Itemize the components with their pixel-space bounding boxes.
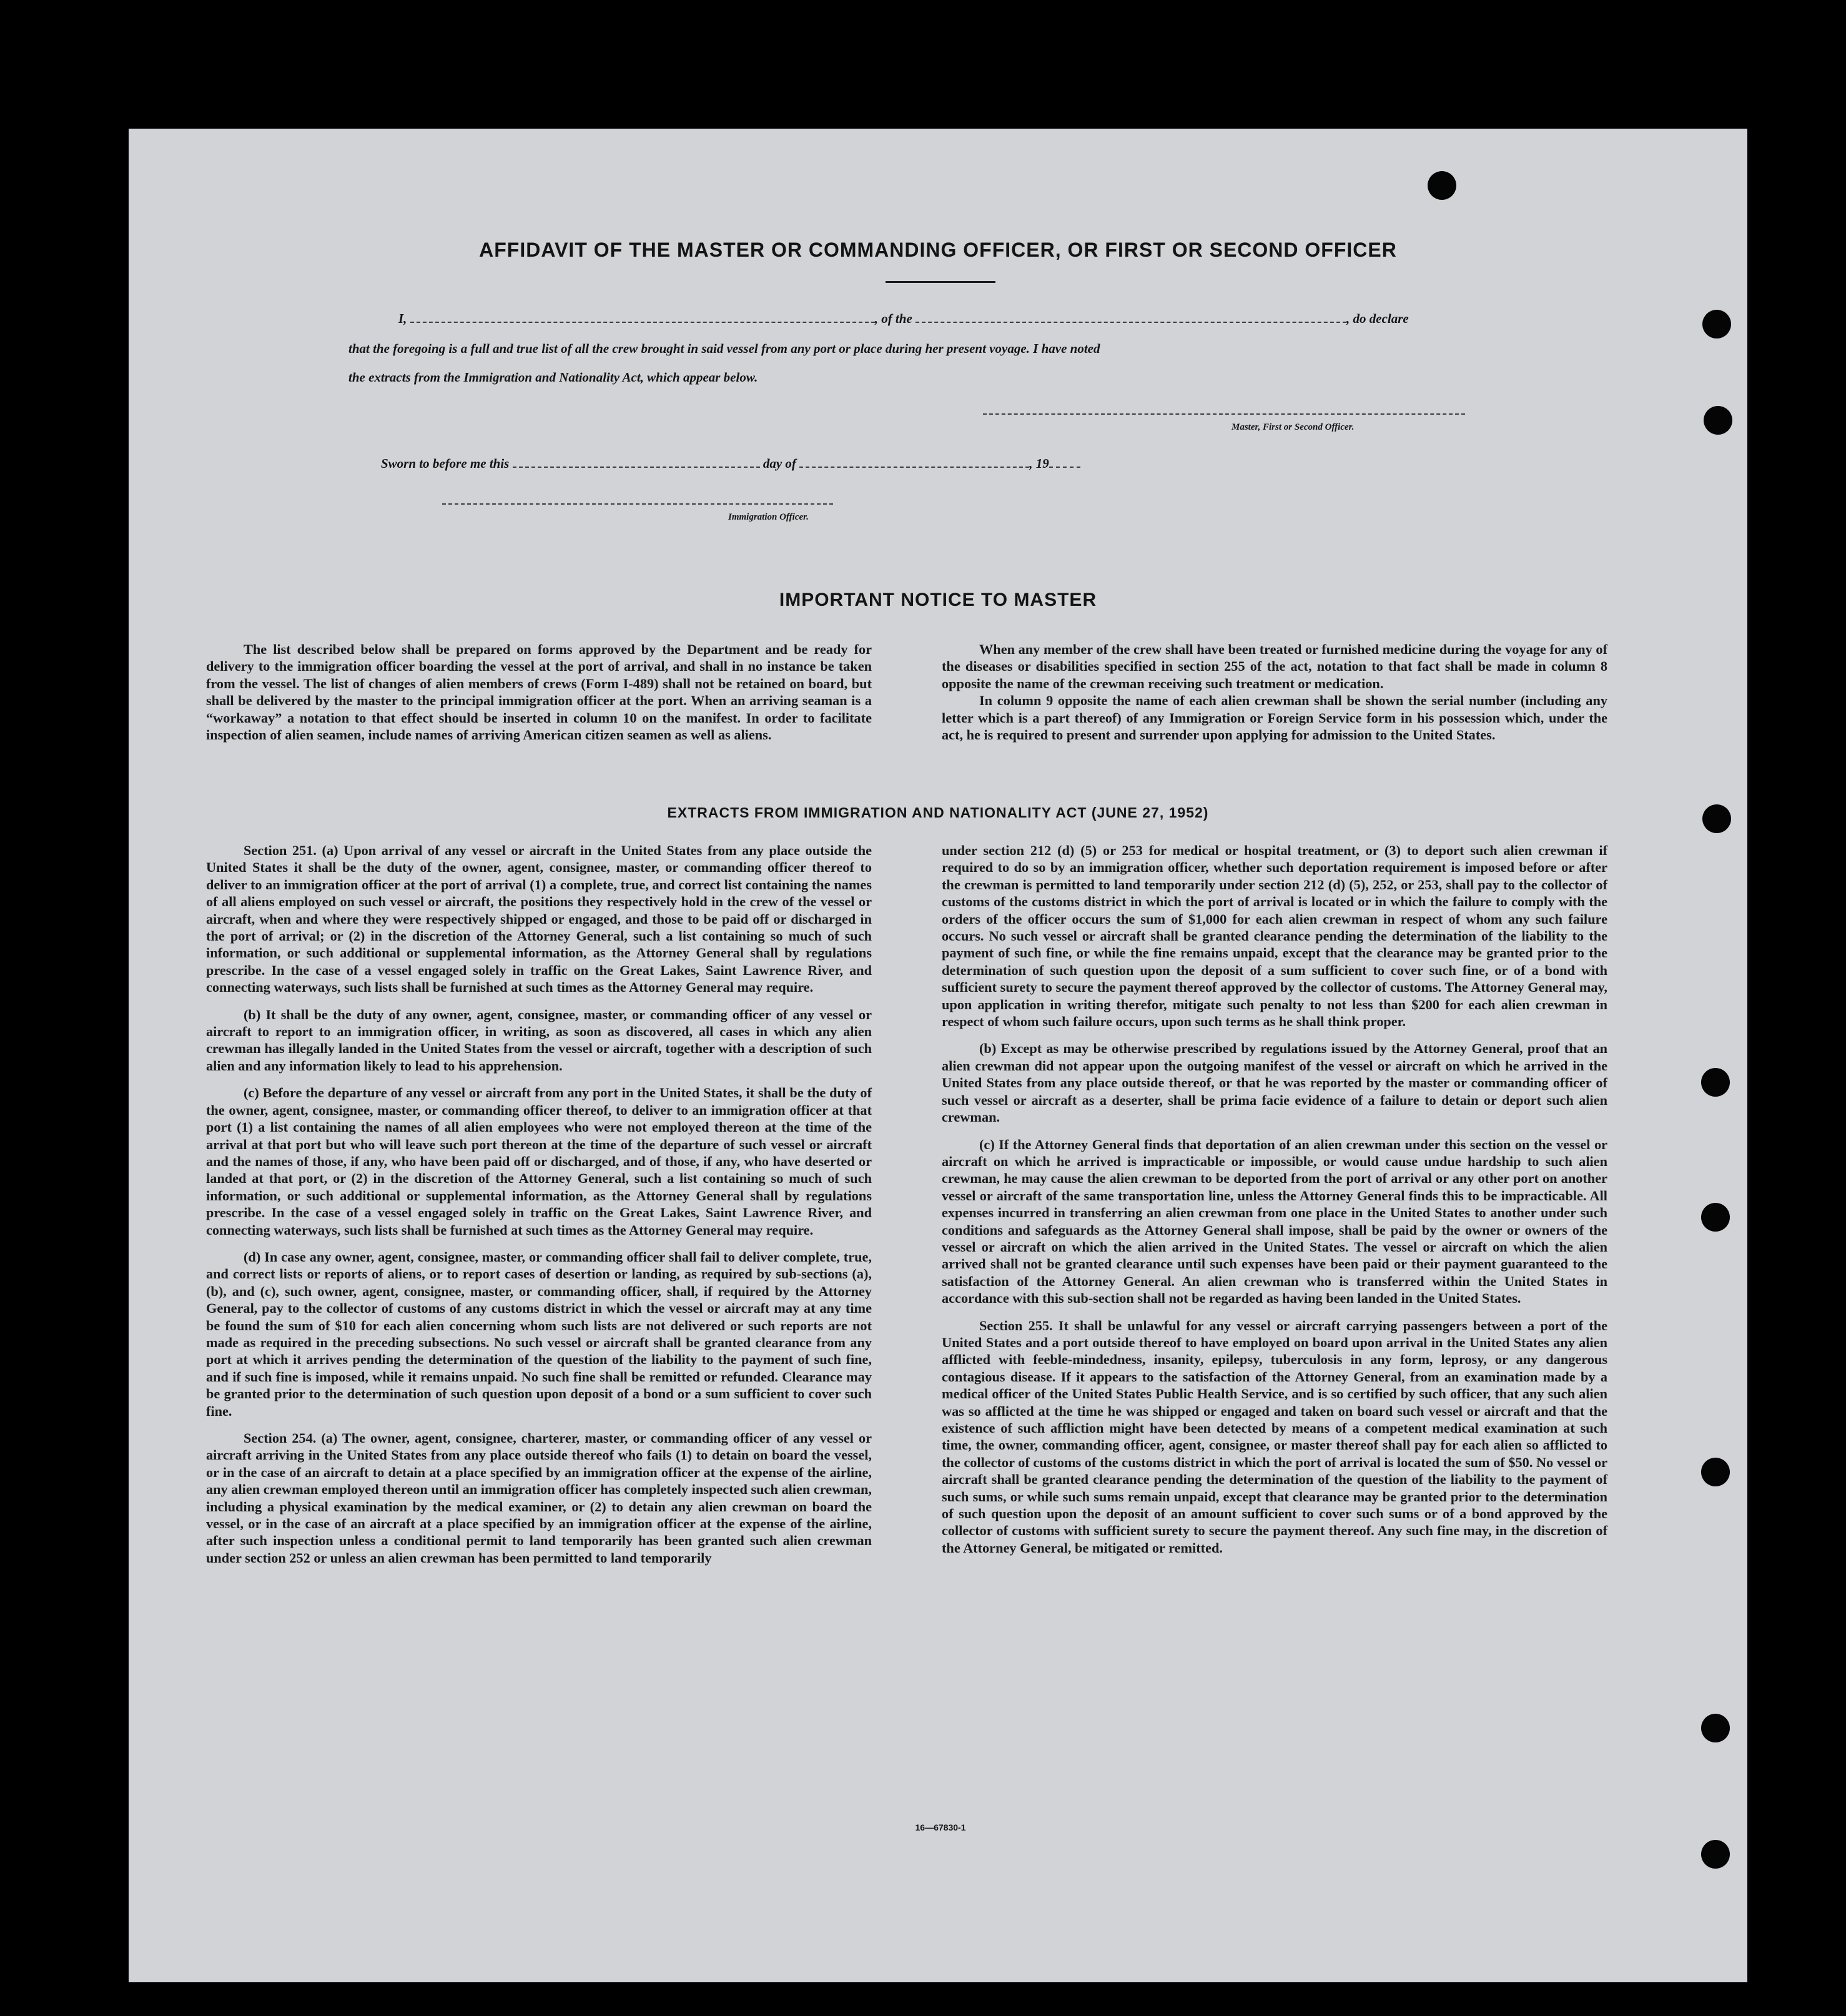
notice-right-paragraph-2: In column 9 opposite the name of each alien crewman shall be shown the serial number (including any letter which is a part thereof) of any Immigration or Foreign Service form in his possession which, under the act, he is required to present and surrender upon applying for admission to the United States. [942,693,1607,743]
punch-hole [1701,1203,1730,1232]
section-254-c: (c) If the Attorney General finds that deportation of an alien crewman under this section on the vessel or aircraft on which he arrived is impracticable or impossible, or would cause undue hardship to such alien crewman, he may cause the alien crewman to be deported from the port of arrival or any other port on another vessel or aircraft of the same transportation line, unless the Attorney General finds this to be impracticable. All expenses incurred in transferring an alien crewman from one place in the United States to another under such conditions and safeguards as the Attorney General shall impose, shall be paid by the owner or owners of the vessel or aircraft on which the alien arrived in the United States. The vessel or aircraft on which the alien arrived shall not be granted clearance until such expenses have been paid or their payment guaranteed to the satisfaction of the Attorney General. An alien crewman who is transferred within the United States in accordance with this sub-section shall not be regarded as having been landed in the United States. [942,1136,1607,1307]
of-the-label: , of the [874,311,912,326]
officer-signature-line [442,503,833,505]
extracts-title: EXTRACTS FROM IMMIGRATION AND NATIONALITY ACT (JUNE 27, 1952) [667,804,1209,821]
section-254-a-continued: under section 212 (d) (5) or 253 for medical or hospital treatment, or (3) to deport such alien crewman if required to do so by an immigration officer, whether such deportation requirement is imposed before or after the crewman is permitted to land temporarily under section 212 (d) (5), 252, or 253, shall pay to the collector of customs of the customs district in which the port of arrival is located or in which the failure to comply with the orders of the officer occurs the sum of $1,000 for each alien crewman in respect of whom any such failure occurs. No such vessel or aircraft shall be granted clearance pending the determination of the liability to the payment of such fine, or while the fine remains unpaid, except that the clearance may be granted prior to the determination of such question upon the deposit of a sum sufficient to cover such fine, or of a bond with sufficient surety to secure the payment thereof approved by the collector of customs. The Attorney General may, upon application in writing therefor, mitigate such penalty to not less than $200 for each alien crewman in respect of whom such failure occurs, upon such terms as he shall think proper. [942,842,1607,1030]
section-254-a: Section 254. (a) The owner, agent, consignee, charterer, master, or commanding officer of any vessel or aircraft arriving in the United States from any place outside thereof who fails (1) to detain on board the vessel, or in the case of an aircraft to detain at a place specified by an immigration officer at the expense of the airline, any alien crewman employed thereon until an immigration officer has completely inspected such alien crewman, including a physical examination by the medical examiner, or (2) to detain any alien crewman on board the vessel, or in the case of an aircraft at a place specified by an immigration officer at the expense of the airline, after such inspection unless a conditional permit to land temporarily has been granted such alien crewman under section 252 or unless an alien crewman has been permitted to land temporarily [206,1430,872,1566]
form-code: 16—67830-1 [915,1822,966,1832]
section-251-c: (c) Before the departure of any vessel or aircraft from any port in the United States, it shall be the duty of the owner, agent, consignee, master, or commanding officer thereof, to deliver to an immigration officer at that port (1) a list containing the names of all alien employees who were not employed thereon at the time of the arrival at that port but who will leave such port thereon at the time of the departure of such vessel or aircraft and the names of those, if any, who have been paid off or discharged, and of those, if any, who have deserted or landed at that port, or (2) in the discretion of the Attorney General, such a list containing so much of such information, or such additional or supplemental information, as the Attorney General shall by regulations prescribe. In the case of a vessel engaged solely in traffic on the Great Lakes, Saint Lawrence River, and connecting waterways, such lists shall be furnished at such times as the Attorney General may require. [206,1085,872,1238]
notice-title: IMPORTANT NOTICE TO MASTER [779,590,1097,610]
document-page [129,129,1747,1982]
day-of-label: day of [763,456,796,471]
do-declare-label: , do declare [1346,311,1409,326]
section-251-b: (b) It shall be the duty of any owner, agent, consignee, master, or commanding officer of any vessel or aircraft to report to an immigration officer, in writing, as soon as discovered, all cases in which any alien crewman has illegally landed in the United States from the vessel or aircraft, together with a description of such alien and any information likely to lead to his apprehension. [206,1006,872,1074]
day-blank [513,457,760,468]
i-label: I, [398,311,407,326]
extracts-left-column [206,842,872,1566]
affidavit-title: AFFIDAVIT OF THE MASTER OR COMMANDING OFFICER, OR FIRST OR SECOND OFFICER [479,239,1397,261]
notice-right-column [942,641,1607,743]
punch-hole [1701,1458,1730,1486]
title-underline [886,281,995,283]
notice-right-paragraph-1: When any member of the crew shall have been treated or furnished medicine during the voyage for any of the diseases or disabilities specified in section 255 of the act, notation to that fact shall be made in column 8 opposite the name of the crewman receiving such treatment or medication. [942,641,1607,691]
punch-hole [1702,310,1731,338]
master-signature-label: Master, First or Second Officer. [1231,422,1355,432]
year-label: , 19 [1029,456,1049,471]
sworn-label: Sworn to before me this [381,456,510,471]
master-signature-line [983,413,1465,415]
sworn-line [381,456,1080,472]
punch-hole [1701,1840,1730,1869]
declaration-line-1: that the foregoing is a full and true list of all the crew brought in said vessel from any port or place during her present voyage. I have noted [348,341,1100,356]
section-254-b: (b) Except as may be otherwise prescribed by regulations issued by the Attorney General, proof that an alien crewman did not appear upon the outgoing manifest of the vessel or aircraft on which he arrived in the United States from any place outside thereof, or that he was reported by the master or commanding officer of such vessel or aircraft as a deserter, shall be prima facie evidence of a failure to detain or deport such alien crewman. [942,1040,1607,1125]
section-255: Section 255. It shall be unlawful for any vessel or aircraft carrying passengers between a port of the United States and a port outside thereof to have employed on board upon arrival in the United States any alien afflicted with feeble-mindedness, insanity, epilepsy, tuberculosis in any form, leprosy, or any dangerous contagious disease. If it appears to the satisfaction of the Attorney General, from an examination made by a medical officer of the United States Public Health Service, and is so certified by such officer, that any such alien was so afflicted at the time he was shipped or engaged and taken on board such vessel or aircraft and that the existence of such affliction might have been detected by means of a competent medical examination at such time, the owner, commanding officer, agent, consignee, or master thereof shall pay for each alien so afflicted to the collector of customs of the customs district in which the port of arrival is located the sum of $50. No vessel or aircraft shall be granted clearance pending the determination of the question of the liability to the payment of such sums, or while such sums remain unpaid, except that clearance may be granted prior to the determination of such question upon the deposit of an amount sufficient to cover such sums or of a bond approved by the collector of customs with sufficient surety to secure the payment thereof. Any such fine may, in the discretion of the Attorney General, be mitigated or remitted. [942,1317,1607,1556]
declaration-line-2: the extracts from the Immigration and Nationality Act, which appear below. [348,370,758,385]
vessel-blank [916,312,1346,323]
punch-hole [1428,171,1456,200]
section-251-d: (d) In case any owner, agent, consignee, master, or commanding officer shall fail to deliver complete, true, and correct lists or reports of aliens, or to report cases of desertion or landing, as required by sub-sections (a), (b), and (c), such owner, agent, consignee, master, or commanding officer, shall, if required by the Attorney General, pay to the collector of customs of any customs district in which the vessel or aircraft may at any time be found the sum of $10 for each alien concerning whom such lists are not delivered or such reports are not made as required in the preceding subsections. No such vessel or aircraft shall be granted clearance from any port at which it arrives pending the determination of the question of the liability to the payment of such fine, and if such fine is imposed, while it remains unpaid. No such fine shall be remitted or refunded. Clearance may be granted prior to the determination of such question upon deposit of a bond or a sum sufficient to cover such fine. [206,1248,872,1419]
notice-left-paragraph: The list described below shall be prepared on forms approved by the Department and be ready for delivery to the immigration officer boarding the vessel at the port of arrival, and shall in no instance be taken from the vessel. The list of changes of alien members of crews (Form I-489) shall not be retained on board, but shall be delivered by the master to the principal immigration officer at the port. When an arriving seaman is a “workaway” a notation to that effect should be inserted in column 10 on the manifest. In order to facilitate inspection of alien seamen, include names of arriving American citizen seamen as well as aliens. [206,641,872,743]
punch-hole [1704,406,1732,435]
punch-hole [1701,1068,1730,1097]
month-blank [799,457,1029,468]
officer-signature-label: Immigration Officer. [728,512,809,522]
year-blank [1049,457,1080,468]
name-blank [410,312,875,323]
section-251-a: Section 251. (a) Upon arrival of any vessel or aircraft in the United States from any place outside the United States it shall be the duty of the owner, agent, consignee, master, or commanding officer thereof to deliver to an immigration officer at the port of arrival (1) a complete, true, and correct list containing the names of all aliens employed on such vessel or aircraft, the positions they respectively hold in the crew of the vessel or aircraft, when and where they were respectively shipped or engaged, and those to be paid off or discharged in the port of arrival; or (2) in the discretion of the Attorney General, such a list containing so much of such information, or such additional or supplemental information, as the Attorney General shall by regulations prescribe. In the case of a vessel engaged solely in traffic on the Great Lakes, Saint Lawrence River, and connecting waterways, such lists shall be furnished at such times as the Attorney General may require. [206,842,872,996]
notice-left-column [206,641,872,743]
declarant-line [398,311,1409,327]
extracts-right-column [942,842,1607,1556]
punch-hole [1701,1714,1730,1742]
